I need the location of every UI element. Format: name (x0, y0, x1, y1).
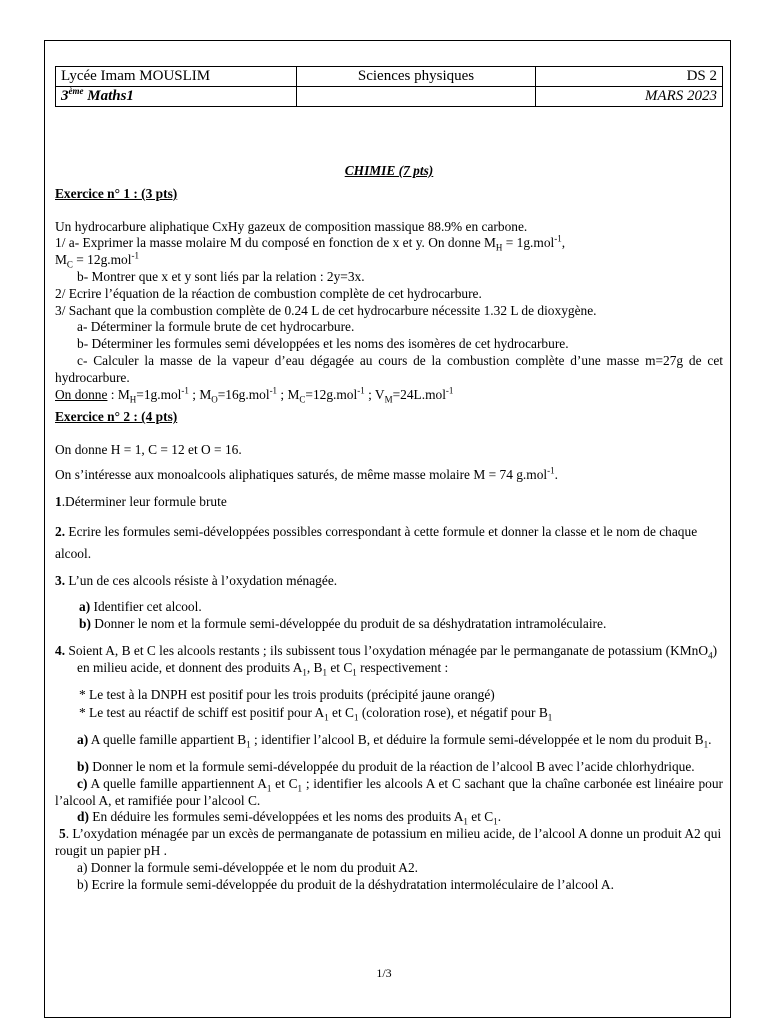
ex2-q4c: c) A quelle famille appartiennent $A_1$ et $C_1$ ; identifier les alcools A et C sachant que la chaîne carbonée est linéaire pour l’alcool A, et ramifiée pour l’alcool C. (55, 775, 723, 808)
page-number: 1/3 (376, 966, 392, 980)
ex1-q3a: a- Déterminer la formule brute de cet hydrocarbure. (77, 319, 355, 335)
header-empty-cell (297, 87, 536, 107)
ex1-q3: 3/ Sachant que la combustion complète de 0.24 L de cet hydrocarbure nécessite 1.32 L de dioxygène. (55, 302, 597, 318)
ex1-q1a: 1/ a- Exprimer la masse molaire M du composé en fonction de x et y. On donne $M_H = 1g.mol^{-1}$, (55, 233, 566, 254)
ex2-q1: 1.Déterminer leur formule brute (55, 493, 227, 509)
class-name: 3ème Maths1 (56, 87, 297, 107)
ex2-q4b: b) Donner le nom et la formule semi-développée du produit de la réaction de l’alcool B avec l’acide chlorhydrique. (77, 758, 695, 774)
ex2-q4: 4. Soient A, B et C les alcools restants ; ils subissent tous l’oxydation ménagée par le permanganate de potassium (KMnO$_4$) en milieu acide, et donnent des produits $A_1$, $B_1$ et $C_1$ respectivement : (55, 642, 718, 678)
ex2-q2: 2. Ecrire les formules semi-développées possibles correspondant à cette formule et donner la classe et le nom de chaque alcool. (55, 523, 698, 561)
ex2-q5b: b) Ecrire la formule semi-développée du produit de la déshydratation intermoléculaire de l’alcool A. (77, 876, 614, 892)
ex2-intro: On s’intéresse aux monoalcools aliphatiques saturés, de même masse molaire M = 74 g.mol$^{-1}$. (55, 465, 558, 482)
test-date: MARS 2023 (536, 87, 723, 107)
exam-content (55, 163, 723, 893)
ex2-test-2: * Le test au réactif de schiff est positif pour $A_1$ et $C_1$ (coloration rose), et négatif pour $B_1$ (79, 705, 553, 723)
ex2-q5: 5. L’oxydation ménagée par un excès de permanganate de potassium en milieu acide, de l’alcool A donne un produit A2 qui rougit un papier pH . (55, 826, 722, 858)
ex2-donne: On donne H = 1, C = 12 et O = 16. (55, 442, 242, 458)
ex1-q1b: b- Montrer que x et y sont liés par la relation : 2y=3x. (77, 268, 365, 284)
subject-name: Sciences physiques (297, 67, 536, 87)
ex1-q3c: c- Calculer la masse de la vapeur d’eau dégagée au cours de la combustion complète d’une masse m=27g de cet hydrocarbure. (55, 352, 723, 385)
ex1-donne: On donne : $M_H=1g.mol^{-1}$ ; $M_O=16g.mol^{-1}$ ; $M_C=12g.mol^{-1}$ ; $V_M=24L.mol^{-1}$ (55, 385, 454, 405)
section-title: CHIMIE (7 pts) (344, 163, 434, 178)
header-table (55, 66, 723, 107)
ex1-title: Exercice n° 1 : (3 pts) (55, 185, 178, 201)
ex1-intro: Un hydrocarbure aliphatique CxHy gazeux de composition massique 88.9% en carbone. (55, 218, 528, 234)
ex2-q3b: b) Donner le nom et la formule semi-développée du produit de sa déshydratation intramoléculaire. (79, 616, 607, 632)
ex1-q1a-mc: $M_C = 12g.mol^{-1}$ (55, 250, 139, 270)
ex2-q4d: d) En déduire les formules semi-développées et les noms des produits $A_1$ et $C_1$. (77, 809, 502, 827)
ex1-q2: 2/ Ecrire l’équation de la réaction de combustion complète de cet hydrocarbure. (55, 285, 482, 301)
ex2-test-1: * Le test à la DNPH est positif pour les trois produits (précipité jaune orangé) (79, 686, 495, 702)
ex1-q3b: b- Déterminer les formules semi développées et les noms des isomères de cet hydrocarbure. (77, 336, 569, 352)
test-name: DS 2 (536, 67, 723, 87)
ex2-q4a: a) A quelle famille appartient $B_1$ ; identifier l’alcool B, et déduire la formule semi-développée et le nom du produit $B_1$. (77, 732, 712, 750)
school-name: Lycée Imam MOUSLIM (56, 67, 297, 87)
ex2-q3a: a) Identifier cet alcool. (79, 599, 202, 615)
ex2-q3: 3. L’un de ces alcools résiste à l’oxydation ménagée. (55, 572, 338, 588)
ex2-title: Exercice n° 2 : (4 pts) (55, 409, 178, 425)
ex2-q5a: a) Donner la formule semi-développée et le nom du produit A2. (77, 859, 418, 875)
